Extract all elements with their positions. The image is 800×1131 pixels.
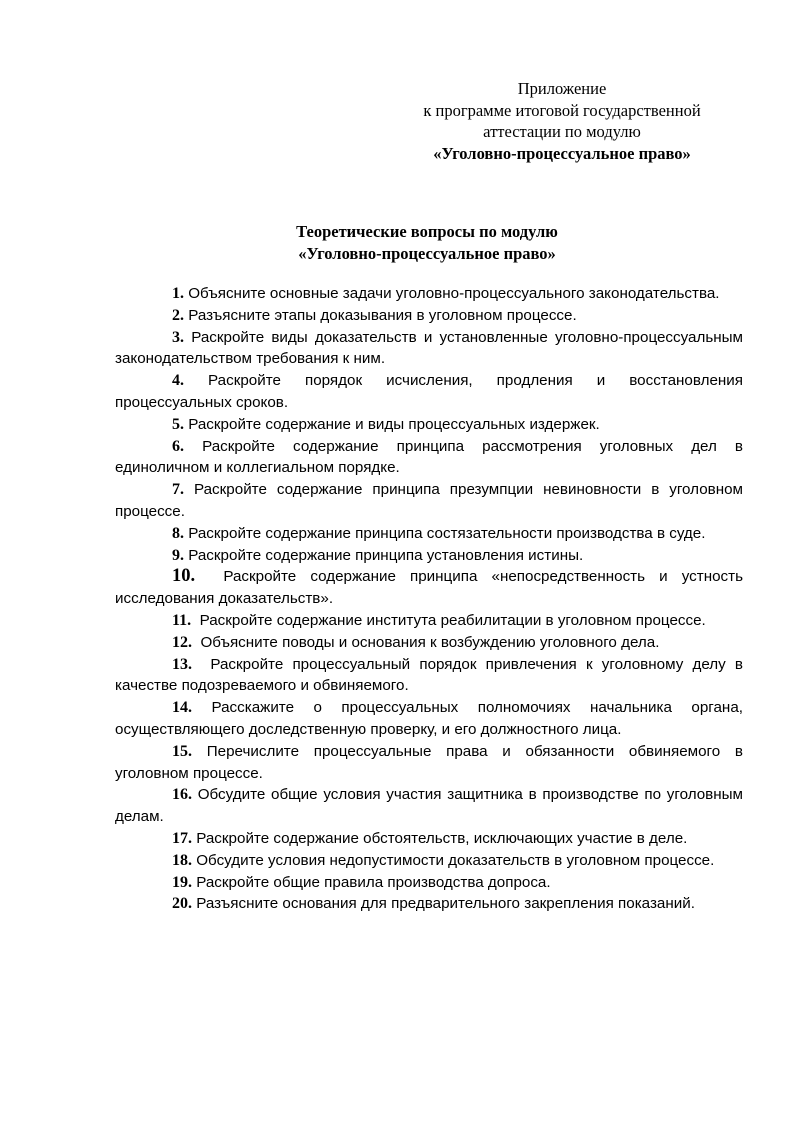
question-number: 14.	[172, 699, 192, 717]
question-item	[115, 741, 743, 785]
question-item	[115, 436, 743, 480]
question-item	[115, 893, 743, 915]
question-text: Объясните поводы и основания к возбуждению уголовного дела.	[200, 633, 660, 651]
question-number: 17.	[172, 829, 192, 847]
questions-list	[115, 283, 743, 915]
question-text: Разъясните основания для предварительного закрепления показаний.	[196, 895, 695, 913]
appendix-line-2: к программе итоговой государственной	[423, 100, 701, 120]
question-item	[115, 479, 743, 523]
question-item	[115, 545, 743, 567]
question-text: Объясните основные задачи уголовно-процессуального законодательства.	[188, 285, 720, 302]
question-number: 10.	[172, 566, 196, 587]
question-item	[115, 697, 743, 741]
question-item	[115, 632, 743, 654]
question-item	[115, 850, 743, 872]
question-number: 7.	[172, 481, 184, 499]
question-number: 12.	[172, 633, 192, 651]
question-number: 4.	[172, 372, 184, 390]
question-number: 16.	[172, 786, 192, 804]
question-text: Раскройте содержание обстоятельств, исключающих участие в деле.	[196, 829, 688, 847]
question-item	[115, 566, 743, 610]
question-text: Раскройте содержание принципа презумпции невиновности в уголовном процессе.	[115, 481, 743, 520]
question-text: Обсудите общие условия участия защитника в производстве по уголовным делам.	[115, 786, 743, 826]
question-number: 2.	[172, 306, 184, 324]
title-line-1: Теоретические вопросы по модулю	[296, 222, 558, 241]
title-line-2: «Уголовно-процессуальное право»	[298, 243, 556, 263]
question-number: 15.	[172, 742, 192, 760]
question-item	[115, 872, 743, 894]
question-number: 13.	[172, 655, 192, 673]
question-text: Раскройте содержание и виды процессуальных издержек.	[188, 415, 600, 433]
question-text: Расскажите о процессуальных полномочиях начальника органа, осуществляющего доследственную проверку, и его должностного лица.	[115, 699, 743, 738]
question-text: Обсудите условия недопустимости доказательств в уголовном процессе.	[196, 851, 715, 869]
question-item	[115, 414, 743, 436]
question-text: Раскройте содержание принципа «непосредственность и устность исследования доказательств».	[115, 568, 743, 608]
appendix-line-3: аттестации по модулю	[483, 122, 641, 141]
question-text: Раскройте виды доказательств и установленные уголовно-процессуальным законодательством требования к ним.	[115, 328, 743, 368]
question-number: 1.	[172, 285, 184, 302]
question-text: Раскройте содержание принципа состязательности производства в суде.	[188, 524, 706, 542]
question-item	[115, 784, 743, 828]
question-item	[115, 283, 743, 305]
question-number: 6.	[172, 437, 184, 455]
question-text: Перечислите процессуальные права и обязанности обвиняемого в уголовном процессе.	[115, 742, 743, 782]
question-number: 19.	[172, 873, 192, 891]
question-number: 3.	[172, 328, 184, 346]
question-number: 20.	[172, 895, 192, 913]
question-number: 8.	[172, 524, 184, 542]
document-title	[0, 221, 800, 264]
question-text: Раскройте процессуальный порядок привлечения к уголовному делу в качестве подозреваемого и обвиняемого.	[115, 655, 743, 695]
question-item	[115, 370, 743, 414]
question-number: 11.	[172, 611, 192, 629]
question-item	[115, 654, 743, 698]
question-text: Раскройте содержание института реабилитации в уголовном процессе.	[199, 611, 706, 629]
appendix-line-1: Приложение	[517, 79, 607, 98]
question-text: Разъясните этапы доказывания в уголовном процессе.	[188, 306, 577, 324]
appendix-header	[382, 78, 742, 164]
question-text: Раскройте содержание принципа установления истины.	[188, 546, 584, 564]
question-text: Раскройте содержание принципа рассмотрения уголовных дел в единоличном и коллегиальном порядке.	[115, 437, 743, 477]
question-number: 5.	[172, 415, 184, 433]
question-item	[115, 828, 743, 850]
question-item	[115, 610, 743, 632]
question-number: 9.	[172, 546, 184, 564]
question-number: 18.	[172, 851, 192, 869]
question-item	[115, 327, 743, 371]
question-item	[115, 305, 743, 327]
question-text: Раскройте порядок исчисления, продления и восстановления процессуальных сроков.	[115, 372, 743, 411]
question-text: Раскройте общие правила производства допроса.	[196, 873, 551, 891]
question-item	[115, 523, 743, 545]
appendix-module-name: «Уголовно-процессуальное право»	[433, 143, 691, 163]
